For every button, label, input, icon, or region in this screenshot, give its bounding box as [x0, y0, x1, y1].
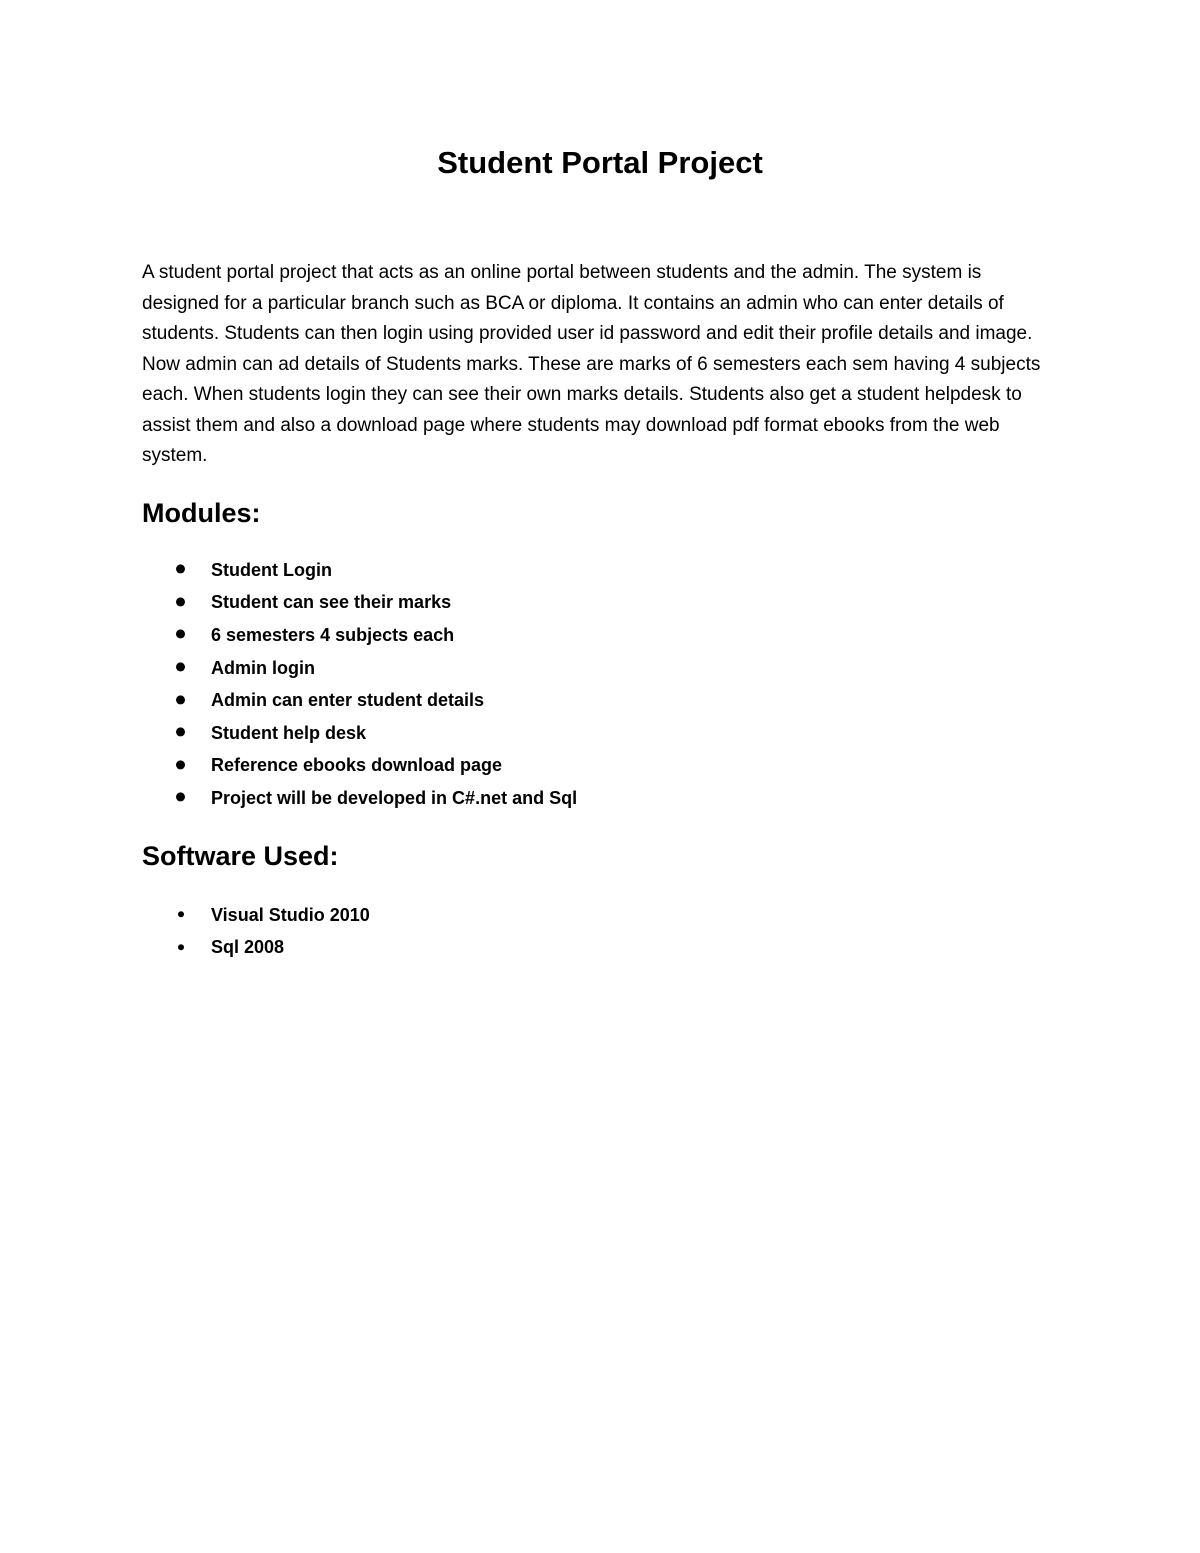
list-item	[142, 750, 1042, 783]
modules-list	[142, 554, 1042, 815]
module-item-text: Admin login	[211, 657, 315, 678]
module-item-text: 6 semesters 4 subjects each	[211, 624, 455, 645]
bullet-icon	[176, 662, 185, 671]
intro-paragraph: A student portal project that acts as an online portal between students and the admin. The system is designed for a particular branch such as BCA or diploma. It contains an admin who can enter details of students. Students can then login using provided user id password and edit their profile details and image. Now admin can ad details of Students marks. These are marks of 6 semesters each sem having 4 subjects each. When students login they can see their own marks details. Students also get a student helpdesk to assist them and also a download page where students may download pdf format ebooks from the web system.	[142, 262, 1041, 466]
list-item	[142, 684, 1042, 717]
list-item	[142, 619, 1042, 652]
module-item-text: Student Login	[211, 559, 332, 580]
document-title: Student Portal Project	[437, 145, 763, 180]
software-item-text: Sql 2008	[211, 937, 285, 958]
bullet-icon	[178, 944, 184, 950]
bullet-icon	[176, 760, 185, 769]
list-item	[142, 554, 1042, 587]
module-item-text: Student can see their marks	[211, 592, 452, 613]
bullet-icon	[176, 793, 185, 802]
software-heading: Software Used:	[142, 841, 339, 871]
list-item	[142, 717, 1042, 750]
list-item	[142, 932, 1042, 965]
bullet-icon	[176, 695, 185, 704]
module-item-text: Student help desk	[211, 722, 367, 743]
software-list	[142, 899, 1042, 964]
bullet-icon	[176, 565, 185, 574]
list-item	[142, 587, 1042, 620]
software-item-text: Visual Studio 2010	[211, 904, 370, 925]
module-item-text: Admin can enter student details	[211, 690, 485, 711]
list-item	[142, 652, 1042, 685]
list-item	[142, 782, 1042, 815]
module-item-text: Project will be developed in C#.net and Sql	[211, 787, 578, 808]
bullet-icon	[176, 630, 185, 639]
bullet-icon	[178, 912, 184, 918]
list-item	[142, 899, 1042, 932]
bullet-icon	[176, 728, 185, 737]
bullet-icon	[176, 597, 185, 606]
modules-heading: Modules:	[142, 498, 261, 528]
module-item-text: Reference ebooks download page	[211, 755, 503, 776]
